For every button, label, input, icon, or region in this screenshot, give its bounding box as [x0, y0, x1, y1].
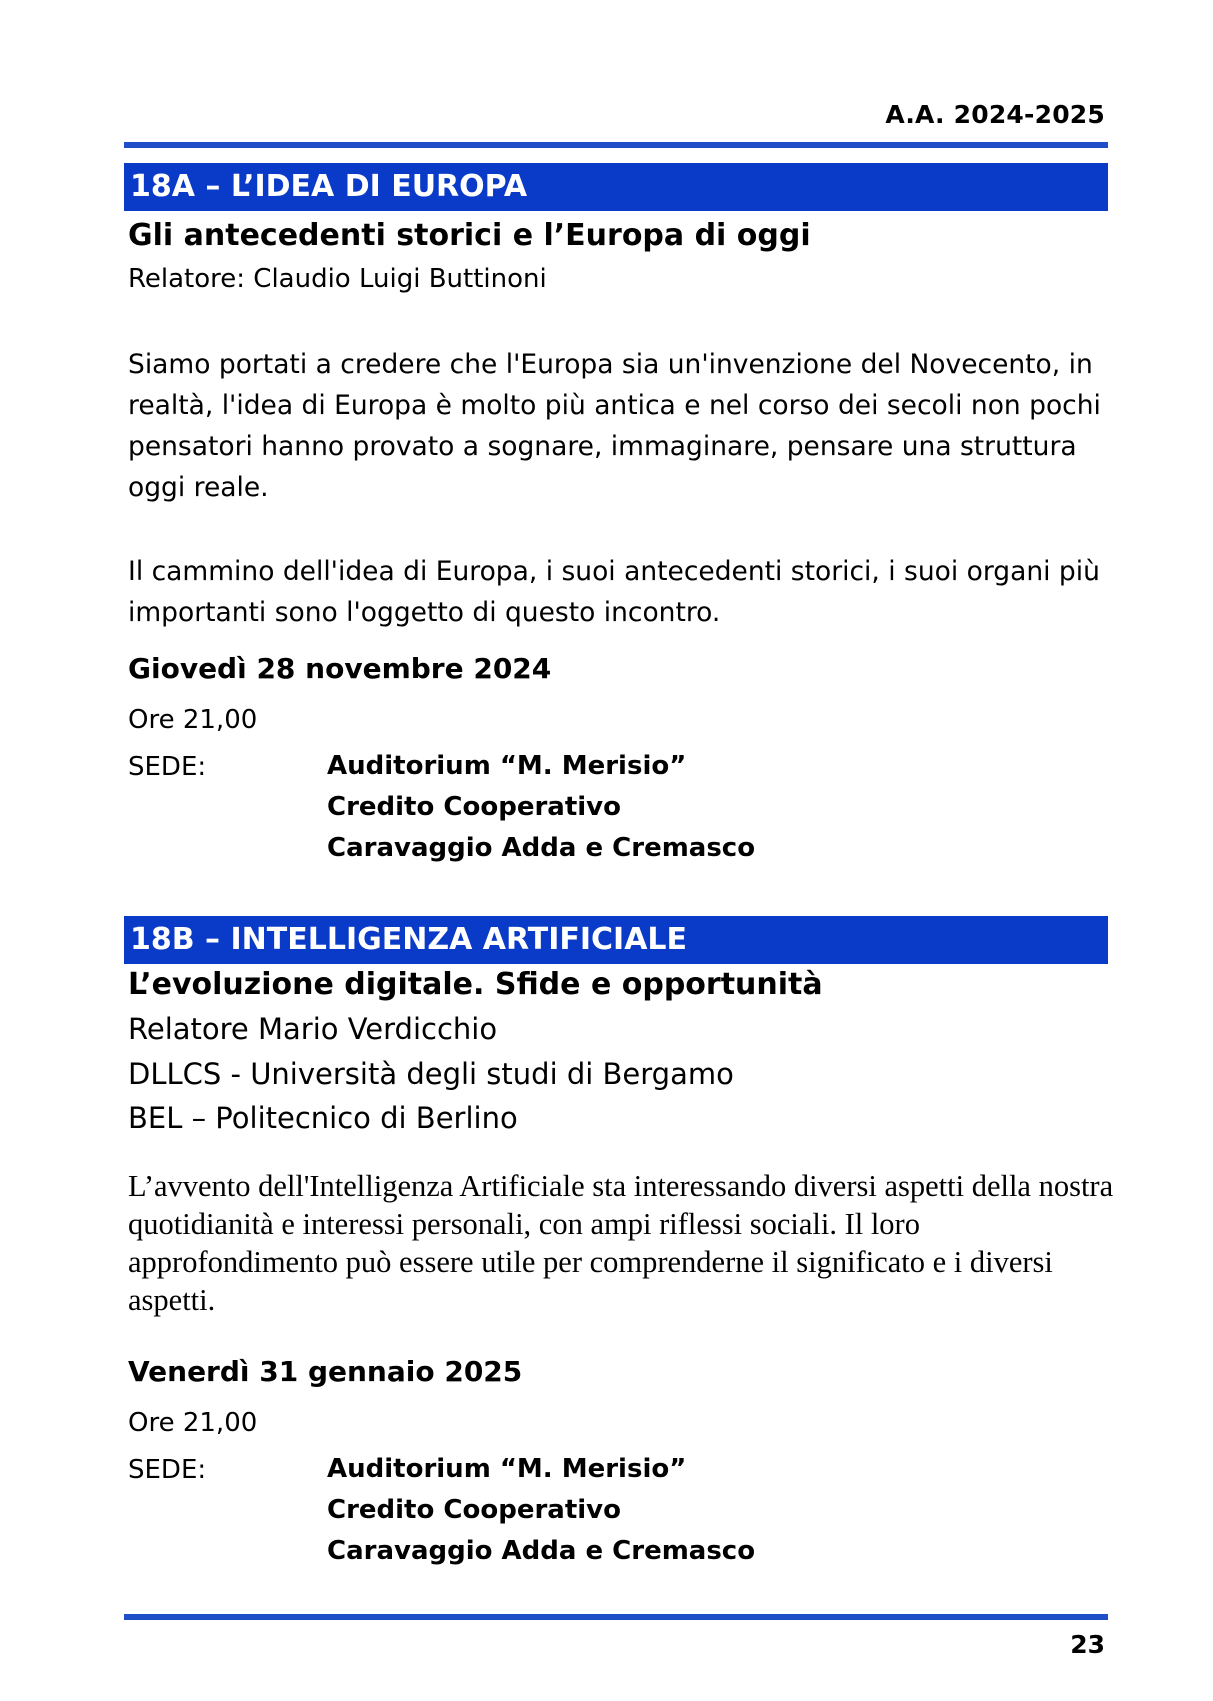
section-b-time: Ore 21,00	[128, 1408, 258, 1438]
academic-year: A.A. 2024-2025	[885, 100, 1105, 129]
section-b-title: 18B – INTELLIGENZA ARTIFICIALE	[124, 916, 1108, 964]
section-a-paragraph-2: Il cammino dell'idea di Europa, i suoi antecedenti storici, i suoi organi più importanti sono l'oggetto di questo incontro.	[128, 556, 1100, 628]
section-b-affiliation-1: DLLCS - Università degli studi di Bergamo	[128, 1057, 734, 1091]
section-b-date: Venerdì 31 gennaio 2025	[128, 1355, 523, 1388]
section-b-subtitle: L’evoluzione digitale. Sfide e opportunità	[128, 967, 823, 1002]
venue-line: Credito Cooperativo	[327, 1495, 621, 1525]
section-a-paragraph-1: Siamo portati a credere che l'Europa sia un'invenzione del Novecento, in realtà, l'idea di Europa è molto più antica e nel corso dei secoli non pochi pensatori hanno provato a sognare, immaginare, pensare una struttura oggi reale.	[128, 349, 1101, 503]
section-a-time: Ore 21,00	[128, 705, 258, 735]
section-b-speaker: Relatore Mario Verdicchio	[128, 1012, 498, 1046]
venue-line: Credito Cooperativo	[327, 792, 621, 822]
venue-line: Auditorium “M. Merisio”	[327, 751, 687, 781]
section-a-venue-label: SEDE:	[128, 752, 207, 782]
venue-line: Caravaggio Adda e Cremasco	[327, 1536, 756, 1566]
header-rule	[124, 142, 1108, 148]
section-b-venue-label: SEDE:	[128, 1455, 207, 1485]
section-a-date: Giovedì 28 novembre 2024	[128, 652, 552, 685]
venue-line: Caravaggio Adda e Cremasco	[327, 833, 756, 863]
venue-line: Auditorium “M. Merisio”	[327, 1454, 687, 1484]
section-b-affiliation-2: BEL – Politecnico di Berlino	[128, 1101, 518, 1135]
section-a-speaker: Relatore: Claudio Luigi Buttinoni	[128, 264, 547, 294]
footer-rule	[124, 1614, 1108, 1620]
section-a-title: 18A – L’IDEA DI EUROPA	[124, 163, 1108, 211]
page-number: 23	[1070, 1630, 1105, 1659]
section-a-venue	[327, 746, 755, 869]
section-a-subtitle: Gli antecedenti storici e l’Europa di oggi	[128, 218, 811, 253]
section-b-venue	[327, 1449, 755, 1572]
section-b-paragraph: L’avvento dell'Intelligenza Artificiale sta interessando diversi aspetti della nostra quotidianità e interessi personali, con ampi riflessi sociali. Il loro approfondimento può essere utile per comprenderne il significato e i diversi aspetti.	[128, 1169, 1114, 1317]
